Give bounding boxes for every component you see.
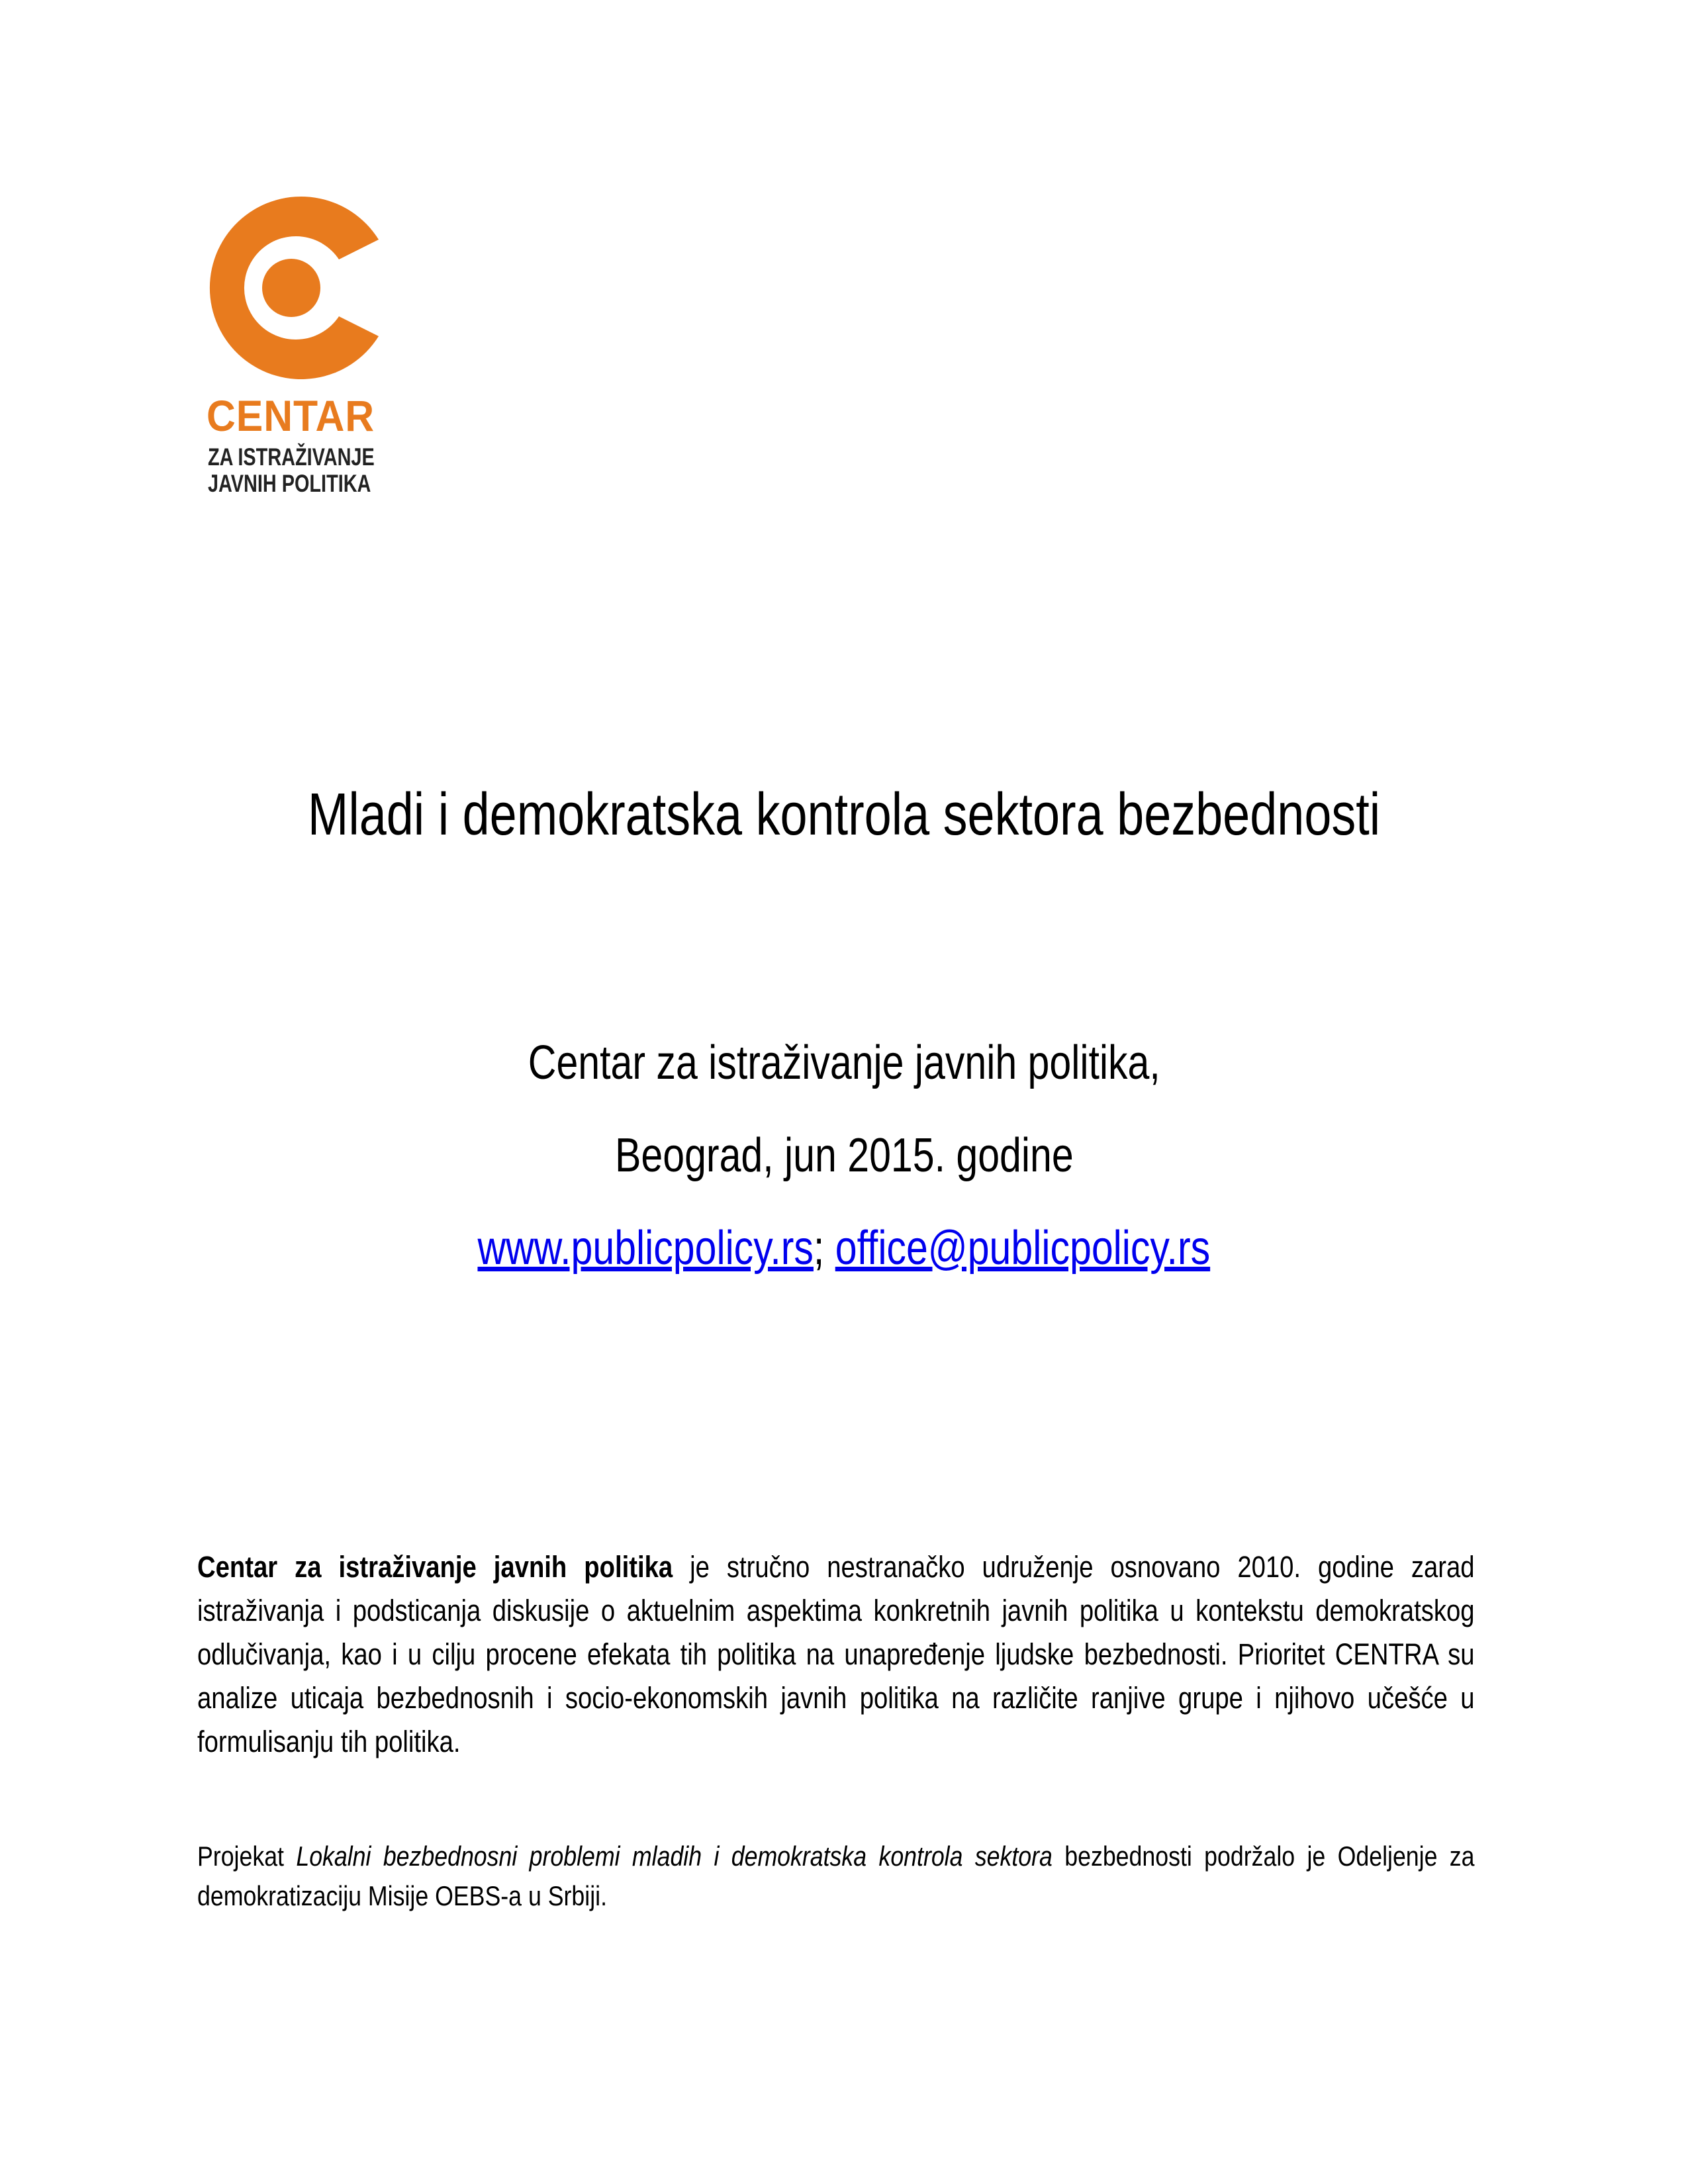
project-prefix: Projekat (197, 1841, 297, 1872)
logo-subtitle-line1: ZA ISTRAŽIVANJE (208, 443, 375, 471)
website-link[interactable]: www.publicpolicy.rs (477, 1222, 814, 1275)
link-separator: ; (814, 1222, 835, 1275)
contact-links (0, 1221, 1688, 1275)
project-suffix: bezbednosti podržalo je Odeljenje za demokratizaciju Misije OEBS-a u Srbiji. (197, 1841, 1475, 1911)
email-link[interactable]: office@publicpolicy.rs (835, 1222, 1211, 1275)
place-date: Beograd, jun 2015. godine (614, 1129, 1074, 1182)
logo-c-icon (199, 192, 391, 384)
about-lead: Centar za istraživanje javnih politika (197, 1550, 673, 1584)
organization-logo (199, 192, 391, 503)
publisher: Centar za istraživanje javnih politika, (528, 1036, 1160, 1089)
logo-subtitle-line2: JAVNIH POLITIKA (208, 470, 371, 497)
project-paragraph (197, 1837, 1475, 1916)
document-title: Mladi i demokratska kontrola sektora bezbednosti (307, 782, 1381, 848)
about-text: je stručno nestranačko udruženje osnovano 2010. godine zarad istraživanja i podsticanja diskusije o aktuelnim aspektima konkretnih javnih politika u kontekstu demokratskog odlučivanja, kao i u cilju procene efekata tih politika na unapređenje ljudske bezbednosti. Prioritet CENTRA su analize uticaja bezbednosnih i socio-ekonomskih javnih politika na različite ranjive grupe i njihovo učešće u formulisanju tih politika. (197, 1550, 1475, 1758)
logo-name: CENTAR (207, 391, 375, 440)
about-paragraph (197, 1545, 1475, 1764)
project-title: Lokalni bezbednosni problemi mladih i demokratska kontrola sektora (296, 1841, 1053, 1872)
